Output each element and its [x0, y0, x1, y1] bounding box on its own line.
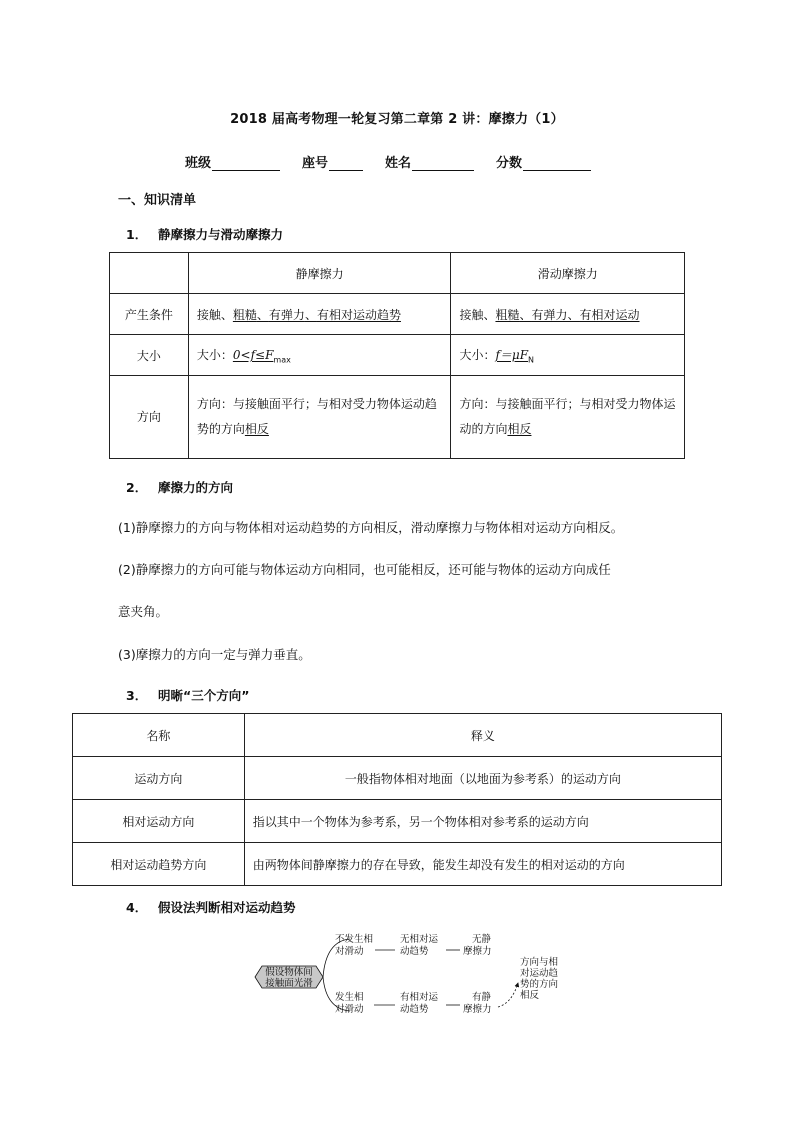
- column-header: 释义: [244, 714, 721, 757]
- subsection-4-heading: [126, 898, 296, 916]
- name-field: [385, 152, 474, 171]
- name-label: 姓名: [385, 156, 412, 171]
- subsection-1-title: 静摩擦力与滑动摩擦力: [158, 227, 284, 242]
- direction-name: 相对运动趋势方向: [73, 843, 245, 886]
- formula: f＝μF: [495, 347, 529, 362]
- underlined-term: 有弹力: [268, 307, 305, 322]
- seat-blank[interactable]: [329, 156, 363, 171]
- lower-node-3-line-2: 摩擦力: [463, 1004, 492, 1015]
- lower-node-1-line-1: 发生相: [335, 992, 364, 1003]
- root-line-2: 接触面光滑: [265, 978, 313, 989]
- subsection-1-number: 1．: [126, 227, 148, 242]
- subsection-1-heading: [126, 225, 283, 243]
- class-label: 班级: [185, 156, 212, 171]
- page-title: 2018 届高考物理一轮复习第二章第 2 讲：摩擦力（1）: [230, 112, 564, 127]
- row-label: 产生条件: [110, 294, 189, 335]
- paragraph-line: (2)静摩擦力的方向可能与物体运动方向相同，也可能相反，还可能与物体的运动方向成任: [118, 562, 611, 577]
- note-line-3: 势的方向: [520, 979, 559, 990]
- lower-node-2-line-2: 动趋势: [400, 1004, 429, 1015]
- underlined-term: 粗糙: [495, 307, 520, 322]
- paragraph-line: 意夹角。: [118, 604, 169, 619]
- upper-node-1-line-1: 不发生相: [335, 934, 374, 945]
- direction-description: 由两物体间静摩擦力的存在导致，能发生却没有发生的相对运动的方向: [244, 843, 721, 886]
- cell-text: 、: [304, 307, 317, 322]
- table-row: [73, 843, 722, 886]
- direction-name: 相对运动方向: [73, 800, 245, 843]
- friction-comparison-table: [109, 252, 685, 459]
- underlined-term: 有弹力: [531, 307, 568, 322]
- class-blank[interactable]: [212, 156, 280, 171]
- seat-field: [302, 152, 363, 171]
- lower-node-2-line-1: 有相对运: [400, 992, 439, 1003]
- column-header: 静摩擦力: [188, 253, 451, 294]
- column-header: 名称: [73, 714, 245, 757]
- cell-text: 大小：: [196, 347, 233, 362]
- cell-text: 接触、: [196, 307, 233, 322]
- column-header: 滑动摩擦力: [451, 253, 685, 294]
- table-cell: [451, 294, 685, 335]
- score-blank[interactable]: [523, 156, 591, 171]
- table-row: [110, 294, 685, 335]
- upper-node-2-line-2: 动趋势: [400, 946, 429, 957]
- subsection-3-title: 明晰“三个方向”: [158, 688, 250, 703]
- name-blank[interactable]: [412, 156, 474, 171]
- seat-label: 座号: [302, 156, 329, 171]
- row-label: 方向: [110, 376, 189, 459]
- student-info-row: [185, 152, 613, 171]
- subsection-2-title: 摩擦力的方向: [158, 480, 234, 495]
- cell-text: 、: [519, 307, 532, 322]
- cell-text: 接触、: [459, 307, 496, 322]
- direction-name: 运动方向: [73, 757, 245, 800]
- three-directions-table: [72, 713, 722, 886]
- table-header-row: [110, 253, 685, 294]
- underlined-term: 相反: [507, 422, 532, 436]
- table-corner-cell: [110, 253, 189, 294]
- note-line-4: 相反: [520, 990, 540, 1001]
- formula-subscript: max: [273, 355, 291, 365]
- upper-node-1-line-2: 对滑动: [335, 946, 364, 957]
- direction-description: 一般指物体相对地面（以地面为参考系）的运动方向: [244, 757, 721, 800]
- table-header-row: [73, 714, 722, 757]
- lower-node-1-line-2: 对滑动: [335, 1004, 364, 1015]
- dashed-arrow: [498, 983, 518, 1007]
- table-cell: [188, 294, 451, 335]
- section-heading: 一、知识清单: [118, 193, 197, 208]
- table-row: [73, 757, 722, 800]
- direction-description: 指以其中一个物体为参考系，另一个物体相对参考系的运动方向: [244, 800, 721, 843]
- subsection-4-number: 4．: [126, 900, 148, 915]
- note-line-2: 对运动趋: [520, 968, 559, 979]
- underlined-term: 粗糙: [232, 307, 257, 322]
- formula: 0<f≤F: [232, 347, 274, 362]
- table-row: [110, 335, 685, 376]
- subsection-3-number: 3．: [126, 688, 148, 703]
- class-field: [185, 152, 280, 171]
- subsection-2-number: 2．: [126, 480, 148, 495]
- subsection-4-title: 假设法判断相对运动趋势: [158, 900, 296, 915]
- table-row: [73, 800, 722, 843]
- underlined-term: 有相对运动趋势: [316, 307, 401, 322]
- cell-text: 方向：与接触面平行；与相对受力物体运动的方向: [459, 397, 676, 436]
- paragraph-line: (3)摩擦力的方向一定与弹力垂直。: [118, 647, 311, 662]
- score-label: 分数: [496, 156, 523, 171]
- table-row: [110, 376, 685, 459]
- cell-text: 大小：: [459, 347, 496, 362]
- root-line-1: 假设物体间: [265, 967, 313, 978]
- upper-node-2-line-1: 无相对运: [400, 934, 439, 945]
- assumption-method-diagram: [250, 925, 580, 1025]
- cell-text: 、: [256, 307, 269, 322]
- cell-text: 方向：与接触面平行；与相对受力物体运动趋势的方向: [196, 397, 437, 436]
- paragraph-line: (1)静摩擦力的方向与物体相对运动趋势的方向相反，滑动摩擦力与物体相对运动方向相反。: [118, 520, 624, 535]
- note-line-1: 方向与相: [520, 957, 559, 968]
- upper-node-3-line-2: 摩擦力: [463, 946, 492, 957]
- subsection-3-heading: [126, 686, 249, 704]
- cell-text: 、: [567, 307, 580, 322]
- upper-node-3-line-1: 无静: [472, 934, 492, 945]
- table-cell: [188, 335, 451, 376]
- subsection-2-heading: [126, 478, 233, 496]
- table-cell: [451, 335, 685, 376]
- underlined-term: 相反: [244, 422, 269, 436]
- row-label: 大小: [110, 335, 189, 376]
- lower-node-3-line-1: 有静: [472, 992, 492, 1003]
- underlined-term: 有相对运动: [579, 307, 640, 322]
- table-cell: [451, 376, 685, 459]
- formula-subscript: N: [528, 355, 535, 365]
- table-cell: [188, 376, 451, 459]
- score-field: [496, 152, 591, 171]
